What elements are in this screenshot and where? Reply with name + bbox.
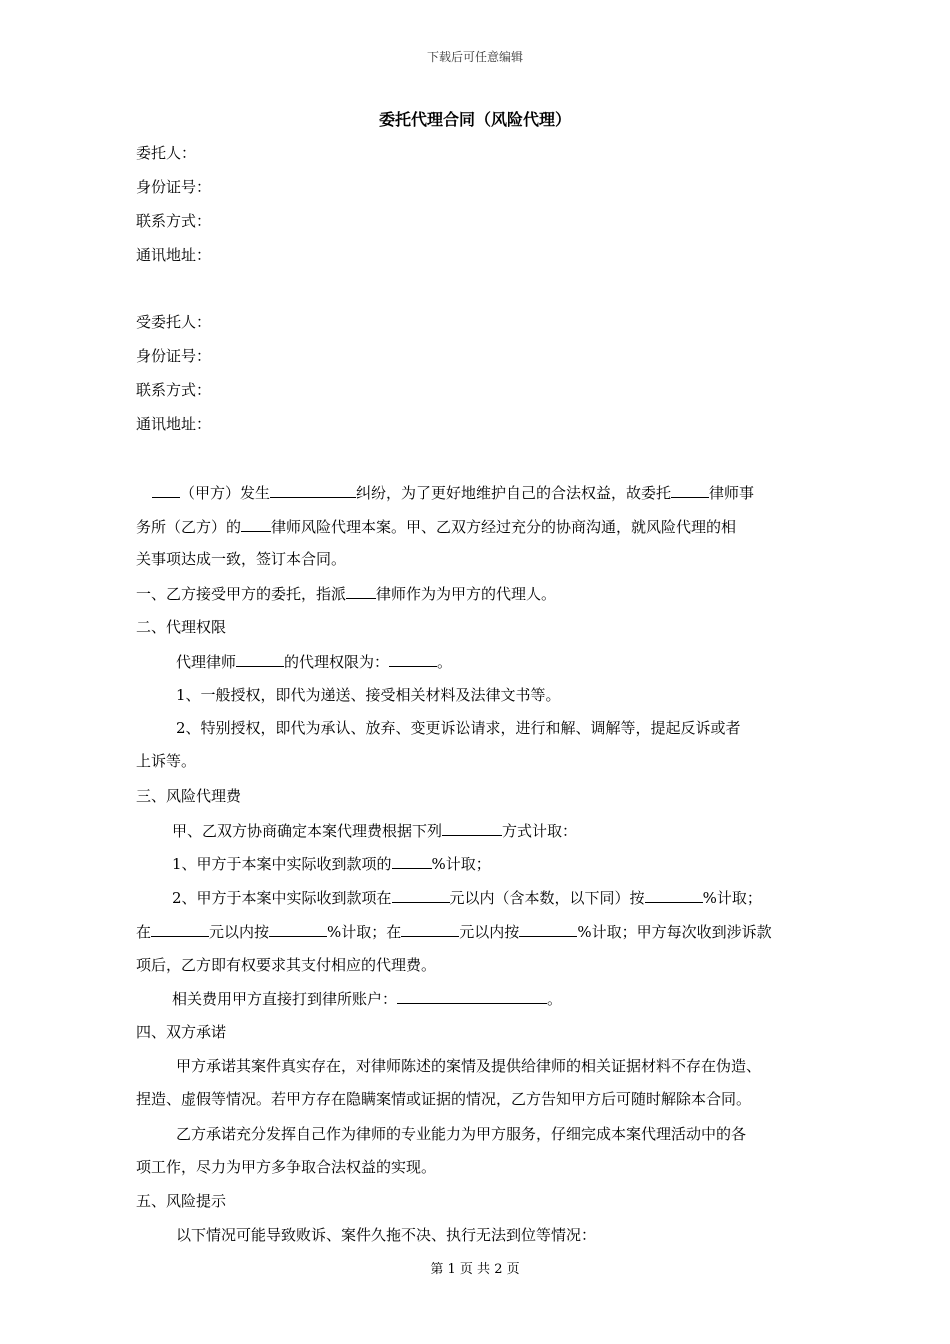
client-id-label: 身份证号： — [136, 178, 212, 196]
section-2-line-1: 代理律师 的代理权限为： 。 — [176, 650, 452, 673]
intro-line-2: 务所（乙方）的 律师风险代理本案。甲、乙双方经过充分的协商沟通，就风险代理的相 — [136, 515, 736, 538]
agent-name-label: 受委托人： — [136, 313, 212, 331]
section-4-line-3: 乙方承诺充分发挥自己作为律师的专业能力为甲方服务，仔细完成本案代理活动中的各 — [176, 1125, 747, 1143]
agent-id-label: 身份证号： — [136, 347, 212, 365]
intro-line-1: （甲方）发生 纠纷，为了更好地维护自己的合法权益，故委托 律师事 — [152, 481, 754, 504]
section-3-line-3: 2、甲方于本案中实际收到款项在 元以内（含本数，以下同）按 %计取； — [172, 886, 762, 909]
agent-contact-label: 联系方式： — [136, 381, 212, 399]
client-address-label: 通讯地址： — [136, 246, 212, 264]
blank-field — [389, 650, 437, 667]
section-4-line-2: 捏造、虚假等情况。若甲方存在隐瞒案情或证据的情况，乙方告知甲方后可随时解除本合同。 — [136, 1090, 752, 1108]
blank-field — [401, 920, 459, 937]
page-header: 下载后可任意编辑 — [426, 50, 523, 64]
blank-field — [151, 920, 209, 937]
section-3-line-1: 甲、乙双方协商确定本案代理费根据下列 方式计取： — [172, 819, 577, 842]
blank-field — [442, 819, 502, 836]
agent-address-label: 通讯地址： — [136, 415, 212, 433]
blank-field — [392, 852, 432, 869]
blank-field — [397, 987, 547, 1004]
section-2-line-3: 2、特别授权，即代为承认、放弃、变更诉讼请求，进行和解、调解等，提起反诉或者 — [176, 719, 741, 737]
blank-field — [269, 920, 327, 937]
document-title: 委托代理合同（风险代理） — [378, 110, 571, 129]
client-contact-label: 联系方式： — [136, 212, 212, 230]
section-1: 一、乙方接受甲方的委托，指派 律师作为为甲方的代理人。 — [136, 582, 556, 605]
section-2-line-2: 1、一般授权，即代为递送、接受相关材料及法律文书等。 — [176, 686, 561, 704]
section-3-line-4: 在 元以内按 %计取；在 元以内按 %计取；甲方每次收到涉诉款 — [136, 920, 772, 943]
section-4-line-4: 项工作，尽力为甲方多争取合法权益的实现。 — [136, 1158, 437, 1176]
blank-field — [519, 920, 577, 937]
blank-field — [152, 481, 180, 498]
section-5-heading: 五、风险提示 — [136, 1192, 227, 1210]
client-name-label: 委托人： — [136, 144, 197, 162]
intro-line-3: 关事项达成一致，签订本合同。 — [136, 550, 347, 568]
blank-field — [236, 650, 284, 667]
page-footer: 第 1 页 共 2 页 — [430, 1262, 520, 1277]
section-3-line-6: 相关费用甲方直接打到律所账户： 。 — [172, 987, 562, 1010]
blank-field — [671, 481, 709, 498]
section-4-line-1: 甲方承诺其案件真实存在，对律师陈述的案情及提供给律师的相关证据材料不存在伪造、 — [176, 1057, 762, 1075]
section-3-line-5: 项后，乙方即有权要求其支付相应的代理费。 — [136, 956, 437, 974]
blank-field — [645, 886, 703, 903]
section-5-line-1: 以下情况可能导致败诉、案件久拖不决、执行无法到位等情况： — [176, 1226, 597, 1244]
section-2-heading: 二、代理权限 — [136, 618, 227, 636]
blank-field — [270, 481, 356, 498]
section-3-heading: 三、风险代理费 — [136, 787, 242, 805]
section-4-heading: 四、双方承诺 — [136, 1023, 227, 1041]
section-3-line-2: 1、甲方于本案中实际收到款项的 %计取； — [172, 852, 491, 875]
blank-field — [241, 515, 271, 532]
blank-field — [392, 886, 450, 903]
blank-field — [346, 582, 376, 599]
section-2-line-4: 上诉等。 — [136, 752, 197, 770]
